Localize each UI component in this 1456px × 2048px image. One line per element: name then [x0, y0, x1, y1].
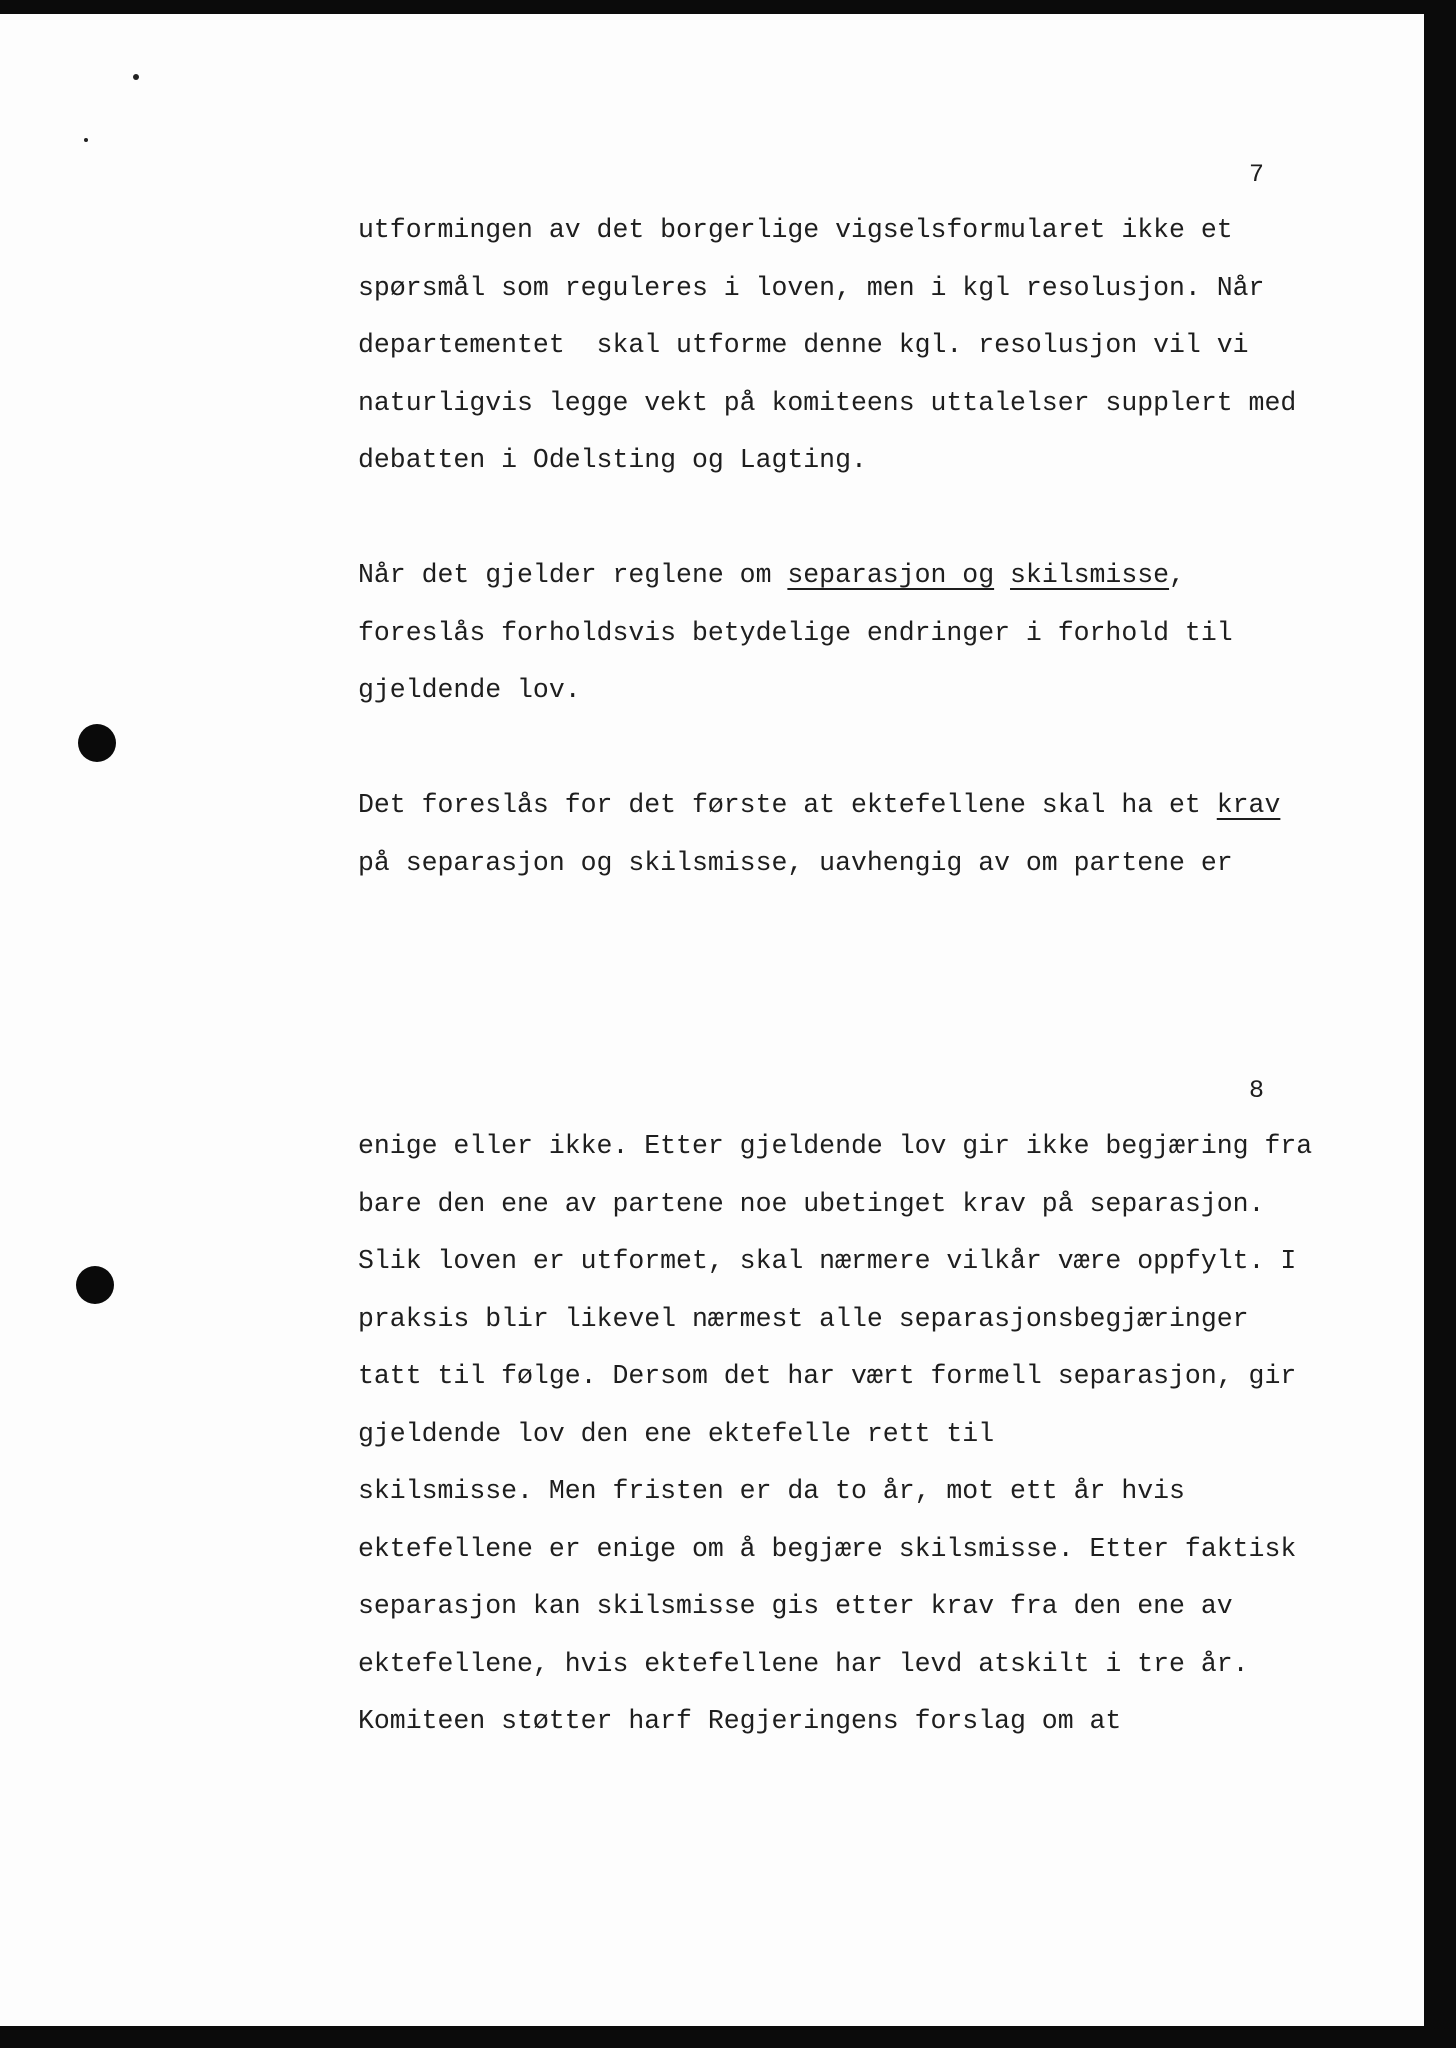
text-block-bottom: [358, 1126, 1398, 1759]
text-line: foreslås forholdsvis betydelige endringer i forhold til: [358, 617, 1233, 648]
punch-hole: [78, 724, 116, 762]
text-line: naturligvis legge vekt på komiteens uttalelser supplert med: [358, 387, 1297, 418]
text-line: spørsmål som reguleres i loven, men i kgl resolusjon. Når: [358, 272, 1265, 303]
text-line: tatt til følge. Dersom det har vært formell separasjon, gir: [358, 1361, 1297, 1391]
text-line: skilsmisse. Men fristen er da to år, mot ett år hvis: [358, 1476, 1185, 1506]
text-line: Når det gjelder reglene om separasjon og skilsmisse,: [358, 560, 1185, 590]
text-line: departementet skal utforme denne kgl. resolusjon vil vi: [358, 330, 1249, 360]
text-line: separasjon kan skilsmisse gis etter krav fra den ene av: [358, 1591, 1233, 1621]
text-line: på separasjon og skilsmisse, uavhengig av om partene er: [358, 847, 1233, 878]
text-line: praksis blir likevel nærmest alle separasjonsbegjæringer: [358, 1303, 1249, 1334]
text-line: enige eller ikke. Etter gjeldende lov gir ikke begjæring fra: [358, 1131, 1313, 1161]
paragraph: [358, 1126, 1398, 1759]
text-line: utformingen av det borgerlige vigselsformularet ikke et: [358, 215, 1233, 245]
text-line: Slik loven er utformet, skal nærmere vilkår være oppfylt. I: [358, 1246, 1297, 1276]
scan-speck: [133, 74, 139, 80]
text-line: bare den ene av partene noe ubetinget krav på separasjon.: [358, 1188, 1265, 1219]
paragraph: [358, 555, 1398, 728]
text-line: Komiteen støtter harf Regjeringens forslag om at: [358, 1706, 1122, 1736]
underlined-text: krav: [1216, 790, 1281, 820]
page-number: 8: [1248, 1076, 1264, 1105]
paragraph: [358, 785, 1398, 900]
page-number: 7: [1248, 160, 1264, 189]
text-line: ektefellene, hvis ektefellene har levd atskilt i tre år.: [358, 1648, 1249, 1679]
underlined-text: skilsmisse: [1010, 560, 1170, 590]
text-line: gjeldende lov.: [358, 675, 581, 705]
text-block-top: [358, 210, 1398, 900]
document-page: [0, 14, 1424, 2026]
text-line: debatten i Odelsting og Lagting.: [358, 445, 867, 475]
text-line: ektefellene er enige om å begjære skilsmisse. Etter faktisk: [358, 1533, 1297, 1564]
text-line: gjeldende lov den ene ektefelle rett til: [358, 1418, 995, 1449]
underlined-text: separasjon og: [787, 560, 995, 590]
paragraph: [358, 210, 1398, 498]
scan-speck: [84, 138, 88, 142]
punch-hole: [76, 1266, 114, 1304]
text-line: Det foreslås for det første at ektefellene skal ha et krav: [358, 790, 1281, 820]
